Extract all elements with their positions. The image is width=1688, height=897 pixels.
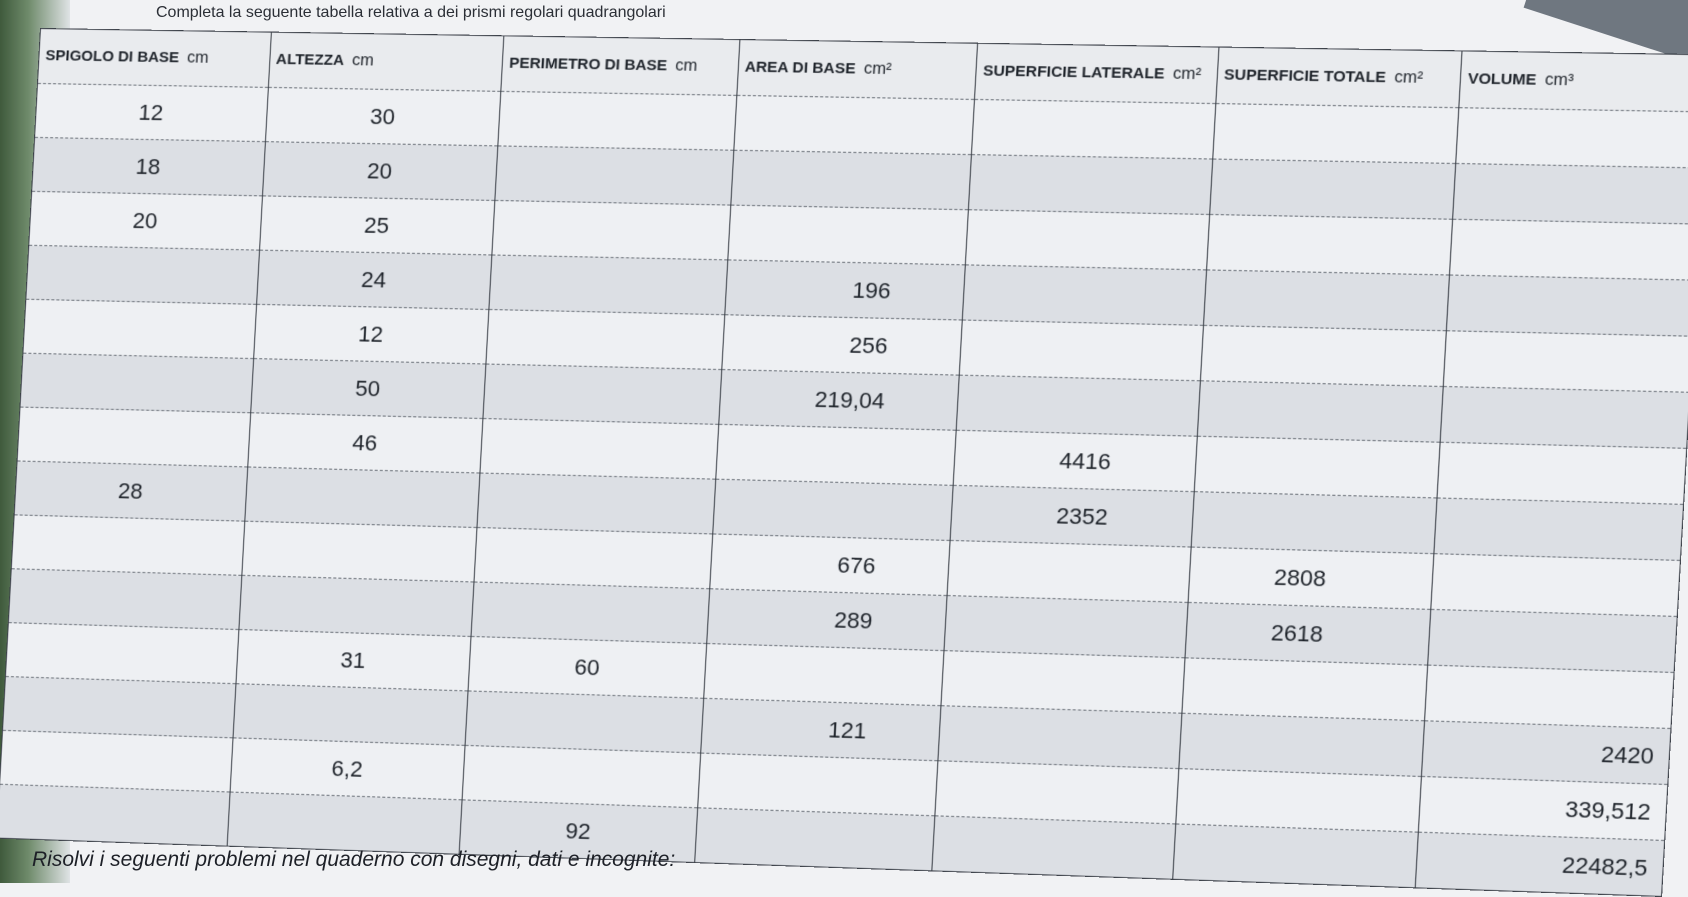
cell-superficie-laterale[interactable] bbox=[966, 210, 1210, 270]
cell-superficie-laterale[interactable] bbox=[959, 320, 1203, 381]
cell-volume[interactable] bbox=[1453, 163, 1688, 224]
cell-altezza[interactable]: 6,2 bbox=[230, 738, 466, 800]
cell-spigolo[interactable]: 28 bbox=[14, 461, 247, 521]
cell-volume[interactable]: 339,512 bbox=[1419, 776, 1668, 840]
cell-superficie-totale[interactable]: 2808 bbox=[1188, 547, 1434, 609]
cell-superficie-totale[interactable] bbox=[1172, 824, 1418, 888]
cell-altezza[interactable]: 12 bbox=[253, 304, 489, 364]
cell-altezza[interactable] bbox=[244, 467, 480, 528]
header-altezza: ALTEZZA cm bbox=[268, 32, 504, 91]
cell-superficie-laterale[interactable] bbox=[972, 99, 1216, 159]
cell-area-base[interactable] bbox=[694, 808, 935, 871]
cell-spigolo[interactable] bbox=[0, 784, 230, 846]
cell-altezza[interactable]: 20 bbox=[262, 142, 498, 201]
cell-superficie-totale[interactable]: 2618 bbox=[1185, 602, 1431, 665]
cell-altezza[interactable]: 31 bbox=[236, 630, 472, 691]
cell-volume[interactable] bbox=[1437, 442, 1686, 504]
cell-spigolo[interactable]: 20 bbox=[29, 191, 262, 250]
cell-superficie-totale[interactable] bbox=[1191, 492, 1437, 554]
cell-superficie-laterale[interactable] bbox=[938, 706, 1182, 769]
cell-superficie-totale[interactable] bbox=[1203, 270, 1450, 331]
cell-perimetro[interactable] bbox=[495, 146, 734, 205]
cell-spigolo[interactable] bbox=[26, 245, 259, 304]
cell-volume[interactable] bbox=[1444, 331, 1688, 393]
cell-altezza[interactable] bbox=[241, 521, 477, 582]
cell-superficie-totale[interactable] bbox=[1209, 159, 1456, 219]
cell-altezza[interactable] bbox=[238, 575, 474, 636]
cell-volume[interactable] bbox=[1434, 498, 1683, 560]
cell-spigolo[interactable] bbox=[0, 730, 233, 792]
cell-area-base[interactable]: 289 bbox=[706, 589, 947, 651]
cell-volume[interactable] bbox=[1428, 609, 1677, 672]
header-volume: VOLUME cm³ bbox=[1459, 51, 1688, 112]
cell-volume[interactable]: 2420 bbox=[1422, 721, 1671, 785]
cell-spigolo[interactable] bbox=[20, 353, 253, 413]
cell-perimetro[interactable] bbox=[471, 582, 709, 644]
cell-area-base[interactable] bbox=[734, 95, 975, 154]
cell-volume[interactable] bbox=[1441, 387, 1688, 449]
cell-perimetro[interactable]: 92 bbox=[459, 800, 697, 863]
cell-superficie-laterale[interactable] bbox=[935, 761, 1179, 824]
cell-perimetro[interactable] bbox=[498, 91, 737, 150]
header-superficie-totale: SUPERFICIE TOTALE cm² bbox=[1216, 47, 1463, 108]
cell-perimetro[interactable] bbox=[480, 419, 718, 480]
cell-volume[interactable] bbox=[1450, 219, 1688, 280]
cell-altezza[interactable]: 25 bbox=[259, 196, 495, 255]
cell-area-base[interactable] bbox=[712, 479, 953, 540]
cell-superficie-totale[interactable] bbox=[1176, 769, 1422, 833]
cell-altezza[interactable] bbox=[233, 684, 469, 746]
prism-table bbox=[0, 28, 1688, 897]
cell-area-base[interactable]: 676 bbox=[709, 534, 950, 596]
cell-perimetro[interactable]: 60 bbox=[468, 636, 706, 698]
cell-superficie-totale[interactable] bbox=[1182, 658, 1428, 721]
cell-altezza[interactable]: 30 bbox=[265, 87, 501, 146]
instructions-text: Risolvi i seguenti problemi nel quaderno con disegni, dati e incognite: bbox=[32, 848, 676, 871]
cell-volume[interactable]: 22482,5 bbox=[1416, 832, 1665, 896]
cell-superficie-laterale[interactable] bbox=[947, 540, 1191, 602]
cell-perimetro[interactable] bbox=[462, 745, 700, 807]
cell-volume[interactable] bbox=[1456, 108, 1688, 168]
cell-perimetro[interactable] bbox=[489, 255, 727, 315]
cell-superficie-totale[interactable] bbox=[1200, 325, 1447, 386]
cell-area-base[interactable] bbox=[727, 205, 968, 265]
cell-superficie-totale[interactable] bbox=[1213, 104, 1460, 164]
cell-spigolo[interactable]: 18 bbox=[32, 137, 265, 195]
cell-perimetro[interactable] bbox=[477, 473, 715, 534]
cell-volume[interactable] bbox=[1447, 275, 1688, 336]
cell-area-base[interactable]: 256 bbox=[721, 315, 962, 375]
cell-volume[interactable] bbox=[1431, 554, 1680, 617]
cell-perimetro[interactable] bbox=[483, 364, 721, 424]
header-perimetro: PERIMETRO DI BASE cm bbox=[501, 36, 740, 96]
cell-perimetro[interactable] bbox=[465, 691, 703, 753]
cell-superficie-laterale[interactable] bbox=[956, 375, 1200, 436]
cell-area-base[interactable] bbox=[715, 424, 956, 485]
cell-superficie-laterale[interactable] bbox=[932, 816, 1175, 879]
cell-spigolo[interactable] bbox=[23, 299, 256, 358]
cell-altezza[interactable] bbox=[227, 792, 463, 854]
cell-perimetro[interactable] bbox=[486, 310, 724, 370]
cell-superficie-totale[interactable] bbox=[1179, 713, 1425, 776]
cell-area-base[interactable] bbox=[697, 753, 938, 816]
cell-spigolo[interactable] bbox=[8, 569, 241, 630]
cell-area-base[interactable]: 219,04 bbox=[718, 370, 959, 431]
cell-altezza[interactable]: 46 bbox=[247, 413, 483, 473]
cell-spigolo[interactable]: 12 bbox=[35, 83, 268, 141]
exercise-title: Completa la seguente tabella relativa a dei prismi regolari quadrangolari bbox=[156, 4, 666, 21]
cell-superficie-laterale[interactable] bbox=[944, 596, 1188, 658]
cell-area-base[interactable] bbox=[703, 644, 944, 706]
cell-altezza[interactable]: 50 bbox=[250, 359, 486, 419]
cell-superficie-totale[interactable] bbox=[1206, 214, 1453, 275]
cell-superficie-laterale[interactable] bbox=[963, 265, 1207, 325]
cell-superficie-laterale[interactable] bbox=[941, 651, 1185, 714]
cell-volume[interactable] bbox=[1425, 665, 1674, 728]
cell-superficie-laterale[interactable] bbox=[969, 155, 1213, 215]
cell-spigolo[interactable] bbox=[11, 515, 244, 575]
cell-perimetro[interactable] bbox=[474, 528, 712, 589]
header-area-base: AREA DI BASE cm² bbox=[737, 40, 978, 100]
cell-superficie-totale[interactable] bbox=[1194, 436, 1440, 498]
cell-superficie-totale[interactable] bbox=[1197, 381, 1444, 442]
cell-superficie-laterale[interactable]: 4416 bbox=[953, 430, 1197, 491]
cell-area-base[interactable]: 196 bbox=[724, 260, 965, 320]
cell-area-base[interactable] bbox=[730, 150, 971, 210]
header-spigolo: SPIGOLO DI BASE cm bbox=[37, 29, 270, 88]
cell-altezza[interactable]: 24 bbox=[256, 250, 492, 309]
cell-spigolo[interactable] bbox=[17, 407, 250, 467]
cell-superficie-laterale[interactable]: 2352 bbox=[950, 485, 1194, 547]
cell-perimetro[interactable] bbox=[492, 200, 730, 259]
cell-spigolo[interactable] bbox=[5, 623, 238, 684]
prism-table-container bbox=[0, 28, 1688, 897]
cell-spigolo[interactable] bbox=[3, 677, 236, 738]
cell-area-base[interactable]: 121 bbox=[700, 698, 941, 760]
header-superficie-laterale: SUPERFICIE LATERALE cm² bbox=[975, 43, 1219, 103]
